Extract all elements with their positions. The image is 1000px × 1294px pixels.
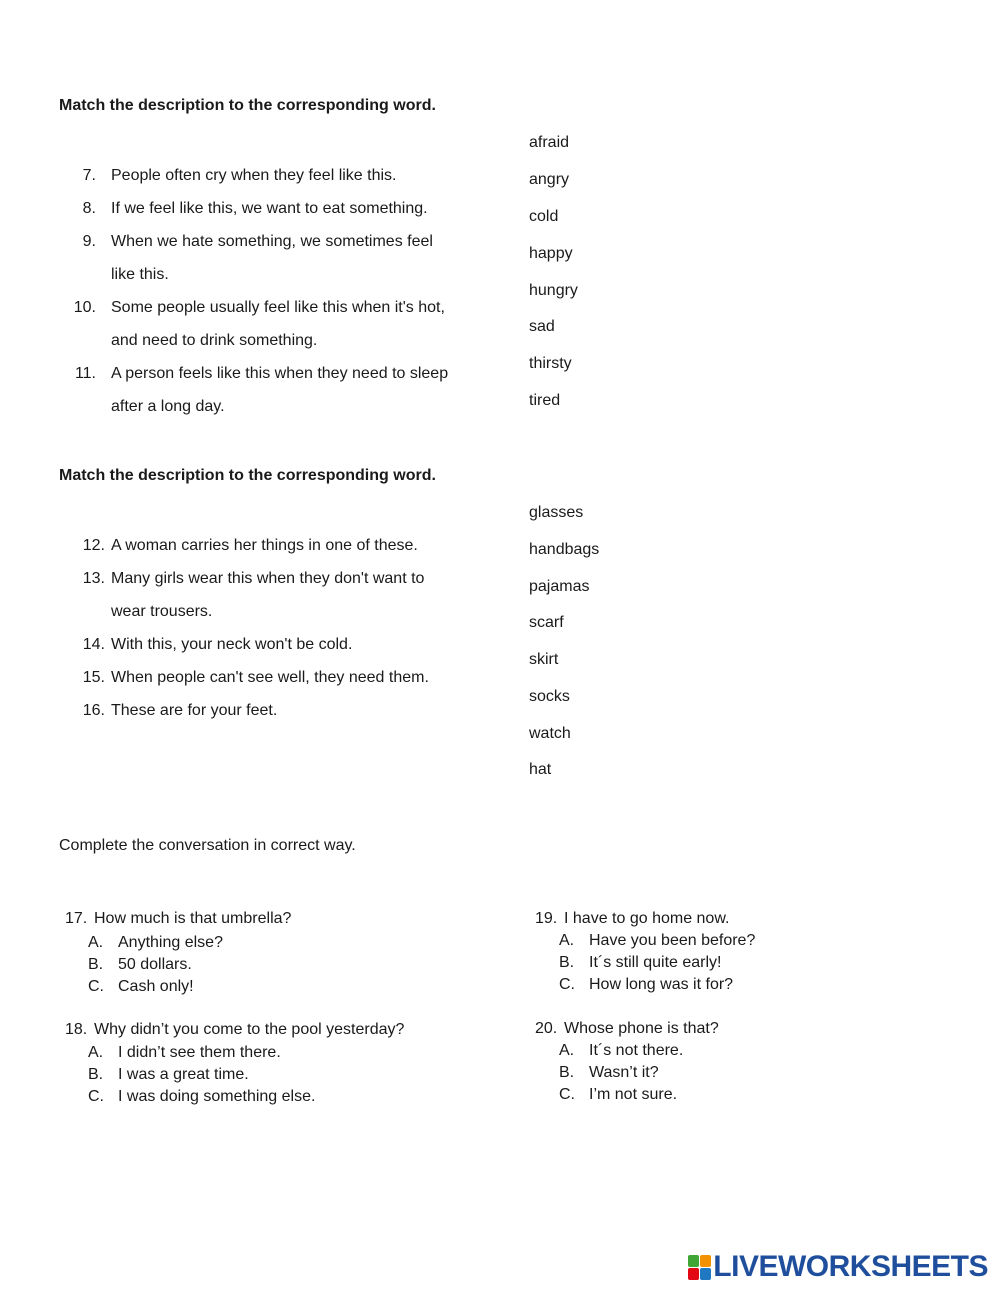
question-number: 7. [82, 167, 96, 184]
question-text-cont: wear trousers. [111, 603, 213, 620]
question-number: 9. [82, 233, 96, 250]
mcq-option[interactable] [88, 978, 194, 996]
question-text-cont: like this. [111, 266, 169, 283]
option-letter: A. [559, 932, 575, 949]
option-text: 50 dollars. [118, 956, 192, 973]
question-number: 15. [82, 669, 105, 686]
mcq-option[interactable] [559, 932, 755, 950]
question-number: 11. [74, 365, 96, 382]
question-text: Some people usually feel like this when it's hot, [111, 299, 445, 316]
word-bank-item: glasses [529, 504, 584, 521]
question-number: 12. [82, 537, 105, 554]
option-letter: C. [88, 978, 104, 995]
mcq-option[interactable] [88, 1044, 281, 1062]
word-bank-item: hat [529, 761, 552, 778]
mcq-number: 18. [65, 1021, 88, 1038]
option-letter: C. [559, 1086, 575, 1103]
liveworksheets-logo-icon [688, 1255, 710, 1279]
word-bank-item: scarf [529, 614, 564, 631]
mcq-number: 19. [535, 910, 558, 927]
mcq-text: How much is that umbrella? [94, 910, 292, 927]
mcq-number: 17. [65, 910, 88, 927]
section2-heading: Match the description to the corresponding word. [59, 467, 436, 484]
option-letter: B. [88, 956, 104, 973]
question-text: Many girls wear this when they don't want to [111, 570, 425, 587]
question-text: People often cry when they feel like this. [111, 167, 397, 184]
mcq-option[interactable] [88, 1066, 249, 1084]
option-text: Anything else? [118, 934, 223, 951]
logo-square [688, 1255, 699, 1267]
mcq-number: 20. [535, 1020, 558, 1037]
word-bank-item: angry [529, 171, 570, 188]
mcq-text: I have to go home now. [564, 910, 730, 927]
option-text: Wasn’t it? [589, 1064, 659, 1081]
word-bank-item: pajamas [529, 578, 590, 595]
question-text-cont: after a long day. [111, 398, 225, 415]
mcq-text: Why didn’t you come to the pool yesterday? [94, 1021, 405, 1038]
word-bank-item: handbags [529, 541, 600, 558]
logo-square [700, 1268, 711, 1280]
option-text: How long was it for? [589, 976, 734, 993]
word-bank-item: cold [529, 208, 559, 225]
option-letter: B. [559, 1064, 575, 1081]
logo-square [688, 1268, 699, 1280]
word-bank-item: thirsty [529, 355, 572, 372]
option-letter: A. [559, 1042, 575, 1059]
mcq-option[interactable] [559, 1086, 677, 1104]
question-text: A person feels like this when they need to sleep [111, 365, 449, 382]
mcq-option[interactable] [88, 956, 192, 974]
mcq-option[interactable] [559, 976, 733, 994]
mcq-option[interactable] [559, 954, 721, 972]
question-text: These are for your feet. [111, 702, 278, 719]
option-text: Have you been before? [589, 932, 756, 949]
option-letter: B. [88, 1066, 104, 1083]
word-bank-item: watch [529, 725, 571, 742]
question-text: When we hate something, we sometimes feel [111, 233, 433, 250]
liveworksheets-logo[interactable] [688, 1250, 988, 1284]
option-text: I was doing something else. [118, 1088, 316, 1105]
word-bank-item: skirt [529, 651, 559, 668]
word-bank-item: hungry [529, 282, 578, 299]
option-text: I didn’t see them there. [118, 1044, 281, 1061]
word-bank-item: happy [529, 245, 573, 262]
question-number: 10. [73, 299, 96, 316]
mcq-option[interactable] [88, 934, 223, 952]
logo-text: LIVEWORKSHEETS [713, 1250, 988, 1283]
word-bank-item: tired [529, 392, 561, 409]
question-number: 13. [82, 570, 105, 587]
option-text: I’m not sure. [589, 1086, 678, 1103]
logo-square [700, 1255, 711, 1267]
option-letter: B. [559, 954, 575, 971]
mcq-option[interactable] [559, 1064, 659, 1082]
word-bank-item: sad [529, 318, 555, 335]
mcq-option[interactable] [559, 1042, 683, 1060]
question-text: With this, your neck won't be cold. [111, 636, 353, 653]
question-number: 16. [82, 702, 105, 719]
question-text: A woman carries her things in one of these. [111, 537, 418, 554]
question-text: If we feel like this, we want to eat something. [111, 200, 428, 217]
question-number: 14. [82, 636, 105, 653]
option-letter: A. [88, 934, 104, 951]
option-text: It´s not there. [589, 1042, 684, 1059]
option-text: Cash only! [118, 978, 194, 995]
option-letter: A. [88, 1044, 104, 1061]
question-number: 8. [82, 200, 96, 217]
mcq-text: Whose phone is that? [564, 1020, 719, 1037]
section1-heading: Match the description to the corresponding word. [59, 97, 436, 114]
word-bank-item: afraid [529, 134, 570, 151]
word-bank-item: socks [529, 688, 570, 705]
question-text-cont: and need to drink something. [111, 332, 318, 349]
option-text: It´s still quite early! [589, 954, 722, 971]
mcq-option[interactable] [88, 1088, 315, 1106]
section3-instruction: Complete the conversation in correct way. [59, 837, 356, 854]
question-text: When people can't see well, they need them. [111, 669, 429, 686]
option-text: I was a great time. [118, 1066, 249, 1083]
option-letter: C. [559, 976, 575, 993]
option-letter: C. [88, 1088, 104, 1105]
